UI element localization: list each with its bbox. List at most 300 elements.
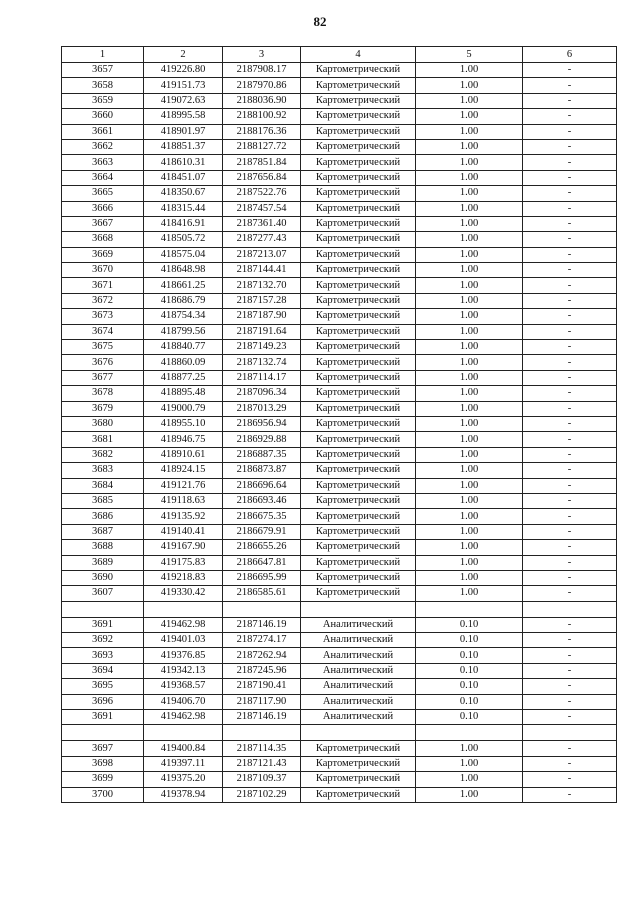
coord-y-cell: 2187908.17 (223, 63, 301, 78)
header-row (62, 47, 617, 63)
table-row (62, 570, 617, 585)
header-col-1: 1 (62, 47, 144, 63)
coord-y-cell: 2186647.81 (223, 555, 301, 570)
table-row (62, 155, 617, 170)
accuracy-cell: 1.00 (416, 232, 523, 247)
coord-x-cell: 418686.79 (144, 293, 223, 308)
table-row (62, 293, 617, 308)
coord-x-cell: 418315.44 (144, 201, 223, 216)
coord-x-cell: 419175.83 (144, 555, 223, 570)
coord-y-cell: 2187361.40 (223, 216, 301, 231)
coord-y-cell: 2187149.23 (223, 340, 301, 355)
note-cell: - (523, 93, 617, 108)
method-cell: Картометрический (301, 139, 416, 154)
note-cell: - (523, 679, 617, 694)
note-cell: - (523, 78, 617, 93)
note-cell: - (523, 232, 617, 247)
note-cell: - (523, 509, 617, 524)
method-cell: Картометрический (301, 478, 416, 493)
coord-x-cell: 419342.13 (144, 663, 223, 678)
coord-x-cell: 418877.25 (144, 370, 223, 385)
table-row (62, 109, 617, 124)
note-cell: - (523, 617, 617, 632)
coord-x-cell: 419462.98 (144, 617, 223, 632)
coord-x-cell: 419135.92 (144, 509, 223, 524)
accuracy-cell: 1.00 (416, 787, 523, 802)
coord-x-cell: 418910.61 (144, 447, 223, 462)
note-cell: - (523, 201, 617, 216)
method-cell: Картометрический (301, 370, 416, 385)
coord-y-cell: 2186695.99 (223, 570, 301, 585)
method-cell: Аналитический (301, 694, 416, 709)
point-number-cell: 3696 (62, 694, 144, 709)
note-cell: - (523, 463, 617, 478)
method-cell: Картометрический (301, 509, 416, 524)
accuracy-cell: 1.00 (416, 524, 523, 539)
table-row (62, 710, 617, 725)
coord-y-cell: 2187191.64 (223, 324, 301, 339)
table-row (62, 447, 617, 462)
note-cell: - (523, 309, 617, 324)
accuracy-cell: 1.00 (416, 170, 523, 185)
method-cell: Картометрический (301, 416, 416, 431)
accuracy-cell: 1.00 (416, 263, 523, 278)
note-cell: - (523, 370, 617, 385)
method-cell: Картометрический (301, 155, 416, 170)
note-cell: - (523, 772, 617, 787)
header-col-2: 2 (144, 47, 223, 63)
table-row (62, 63, 617, 78)
method-cell: Картометрический (301, 201, 416, 216)
note-cell: - (523, 570, 617, 585)
table-row (62, 555, 617, 570)
point-number-cell: 3695 (62, 679, 144, 694)
coord-y-cell: 2187132.70 (223, 278, 301, 293)
table-row (62, 401, 617, 416)
point-number-cell: 3692 (62, 633, 144, 648)
table-row (62, 586, 617, 601)
accuracy-cell: 1.00 (416, 93, 523, 108)
method-cell: Аналитический (301, 648, 416, 663)
table-row (62, 340, 617, 355)
page-number: 82 (313, 14, 327, 29)
table-row (62, 186, 617, 201)
accuracy-cell: 1.00 (416, 247, 523, 262)
coord-y-cell: 2186873.87 (223, 463, 301, 478)
method-cell: Картометрический (301, 216, 416, 231)
point-number-cell: 3661 (62, 124, 144, 139)
empty-cell (301, 725, 416, 741)
coord-y-cell: 2187096.34 (223, 386, 301, 401)
table-row (62, 540, 617, 555)
note-cell: - (523, 663, 617, 678)
accuracy-cell: 1.00 (416, 293, 523, 308)
coord-x-cell: 419400.84 (144, 741, 223, 756)
coord-y-cell: 2187187.90 (223, 309, 301, 324)
accuracy-cell: 1.00 (416, 756, 523, 771)
coord-y-cell: 2187146.19 (223, 710, 301, 725)
point-number-cell: 3678 (62, 386, 144, 401)
point-number-cell: 3659 (62, 93, 144, 108)
coord-y-cell: 2187144.41 (223, 263, 301, 278)
coord-y-cell: 2187109.37 (223, 772, 301, 787)
coord-x-cell: 418895.48 (144, 386, 223, 401)
method-cell: Аналитический (301, 710, 416, 725)
note-cell: - (523, 401, 617, 416)
table-row (62, 694, 617, 709)
empty-cell (301, 601, 416, 617)
coord-y-cell: 2187213.07 (223, 247, 301, 262)
method-cell: Картометрический (301, 63, 416, 78)
table-row (62, 324, 617, 339)
coord-y-cell: 2187274.17 (223, 633, 301, 648)
accuracy-cell: 1.00 (416, 463, 523, 478)
method-cell: Аналитический (301, 617, 416, 632)
accuracy-cell: 0.10 (416, 648, 523, 663)
point-number-cell: 3667 (62, 216, 144, 231)
table-row (62, 772, 617, 787)
header-col-4: 4 (301, 47, 416, 63)
method-cell: Картометрический (301, 293, 416, 308)
accuracy-cell: 0.10 (416, 663, 523, 678)
coord-x-cell: 418955.10 (144, 416, 223, 431)
coord-x-cell: 418924.15 (144, 463, 223, 478)
note-cell: - (523, 186, 617, 201)
note-cell: - (523, 216, 617, 231)
note-cell: - (523, 493, 617, 508)
method-cell: Картометрический (301, 278, 416, 293)
method-cell: Картометрический (301, 93, 416, 108)
table-row (62, 633, 617, 648)
empty-cell (523, 725, 617, 741)
coord-y-cell: 2187851.84 (223, 155, 301, 170)
coord-x-cell: 418901.97 (144, 124, 223, 139)
note-cell: - (523, 648, 617, 663)
table-row (62, 756, 617, 771)
table-row (62, 139, 617, 154)
point-number-cell: 3663 (62, 155, 144, 170)
point-number-cell: 3700 (62, 787, 144, 802)
accuracy-cell: 1.00 (416, 139, 523, 154)
method-cell: Картометрический (301, 741, 416, 756)
method-cell: Аналитический (301, 679, 416, 694)
note-cell: - (523, 586, 617, 601)
coord-y-cell: 2186696.64 (223, 478, 301, 493)
accuracy-cell: 1.00 (416, 401, 523, 416)
coord-x-cell: 419368.57 (144, 679, 223, 694)
coord-y-cell: 2187190.41 (223, 679, 301, 694)
accuracy-cell: 0.10 (416, 694, 523, 709)
coord-x-cell: 418505.72 (144, 232, 223, 247)
coord-x-cell: 419140.41 (144, 524, 223, 539)
accuracy-cell: 1.00 (416, 216, 523, 231)
coord-y-cell: 2186693.46 (223, 493, 301, 508)
method-cell: Картометрический (301, 124, 416, 139)
note-cell: - (523, 247, 617, 262)
method-cell: Картометрический (301, 109, 416, 124)
method-cell: Картометрический (301, 386, 416, 401)
accuracy-cell: 1.00 (416, 432, 523, 447)
empty-cell (62, 725, 144, 741)
accuracy-cell: 1.00 (416, 278, 523, 293)
table-row (62, 386, 617, 401)
note-cell: - (523, 263, 617, 278)
note-cell: - (523, 787, 617, 802)
accuracy-cell: 1.00 (416, 540, 523, 555)
coord-y-cell: 2187121.43 (223, 756, 301, 771)
accuracy-cell: 1.00 (416, 124, 523, 139)
table-row (62, 463, 617, 478)
point-number-cell: 3685 (62, 493, 144, 508)
coord-y-cell: 2188176.36 (223, 124, 301, 139)
method-cell: Картометрический (301, 493, 416, 508)
note-cell: - (523, 63, 617, 78)
accuracy-cell: 1.00 (416, 741, 523, 756)
accuracy-cell: 0.10 (416, 710, 523, 725)
point-number-cell: 3664 (62, 170, 144, 185)
empty-cell (523, 601, 617, 617)
coord-y-cell: 2187114.35 (223, 741, 301, 756)
point-number-cell: 3680 (62, 416, 144, 431)
coord-y-cell: 2187117.90 (223, 694, 301, 709)
note-cell: - (523, 109, 617, 124)
point-number-cell: 3672 (62, 293, 144, 308)
table-row (62, 679, 617, 694)
table-row (62, 509, 617, 524)
point-number-cell: 3657 (62, 63, 144, 78)
point-number-cell: 3669 (62, 247, 144, 262)
coord-x-cell: 419151.73 (144, 78, 223, 93)
coord-x-cell: 418610.31 (144, 155, 223, 170)
method-cell: Картометрический (301, 186, 416, 201)
note-cell: - (523, 710, 617, 725)
point-number-cell: 3607 (62, 586, 144, 601)
coord-y-cell: 2186956.94 (223, 416, 301, 431)
coord-x-cell: 418851.37 (144, 139, 223, 154)
point-number-cell: 3684 (62, 478, 144, 493)
table-row (62, 663, 617, 678)
point-number-cell: 3682 (62, 447, 144, 462)
point-number-cell: 3681 (62, 432, 144, 447)
coord-y-cell: 2187146.19 (223, 617, 301, 632)
point-number-cell: 3670 (62, 263, 144, 278)
method-cell: Аналитический (301, 663, 416, 678)
coord-x-cell: 419401.03 (144, 633, 223, 648)
point-number-cell: 3683 (62, 463, 144, 478)
method-cell: Картометрический (301, 463, 416, 478)
empty-cell (416, 601, 523, 617)
coord-x-cell: 418575.04 (144, 247, 223, 262)
note-cell: - (523, 756, 617, 771)
method-cell: Картометрический (301, 570, 416, 585)
accuracy-cell: 0.10 (416, 633, 523, 648)
note-cell: - (523, 432, 617, 447)
accuracy-cell: 1.00 (416, 355, 523, 370)
method-cell: Картометрический (301, 586, 416, 601)
point-number-cell: 3662 (62, 139, 144, 154)
note-cell: - (523, 355, 617, 370)
coord-x-cell: 419375.20 (144, 772, 223, 787)
coord-x-cell: 419226.80 (144, 63, 223, 78)
method-cell: Картометрический (301, 540, 416, 555)
note-cell: - (523, 741, 617, 756)
header-col-5: 5 (416, 47, 523, 63)
coord-y-cell: 2187970.86 (223, 78, 301, 93)
method-cell: Картометрический (301, 232, 416, 247)
point-number-cell: 3668 (62, 232, 144, 247)
table-row (62, 432, 617, 447)
note-cell: - (523, 386, 617, 401)
point-number-cell: 3689 (62, 555, 144, 570)
header-col-3: 3 (223, 47, 301, 63)
note-cell: - (523, 524, 617, 539)
coord-x-cell: 419218.83 (144, 570, 223, 585)
accuracy-cell: 1.00 (416, 555, 523, 570)
note-cell: - (523, 555, 617, 570)
point-number-cell: 3694 (62, 663, 144, 678)
table-row (62, 309, 617, 324)
note-cell: - (523, 416, 617, 431)
accuracy-cell: 0.10 (416, 679, 523, 694)
method-cell: Картометрический (301, 447, 416, 462)
accuracy-cell: 1.00 (416, 447, 523, 462)
coord-x-cell: 418946.75 (144, 432, 223, 447)
accuracy-cell: 1.00 (416, 370, 523, 385)
point-number-cell: 3687 (62, 524, 144, 539)
group-separator-row (62, 725, 617, 741)
accuracy-cell: 1.00 (416, 386, 523, 401)
coord-y-cell: 2187277.43 (223, 232, 301, 247)
coord-y-cell: 2188100.92 (223, 109, 301, 124)
table-row (62, 78, 617, 93)
empty-cell (416, 725, 523, 741)
point-number-cell: 3679 (62, 401, 144, 416)
table-row (62, 232, 617, 247)
table-body (62, 63, 617, 803)
note-cell: - (523, 694, 617, 709)
method-cell: Картометрический (301, 524, 416, 539)
coord-x-cell: 419462.98 (144, 710, 223, 725)
coord-x-cell: 419000.79 (144, 401, 223, 416)
point-number-cell: 3699 (62, 772, 144, 787)
coord-y-cell: 2187132.74 (223, 355, 301, 370)
empty-cell (223, 601, 301, 617)
coord-x-cell: 418860.09 (144, 355, 223, 370)
method-cell: Картометрический (301, 309, 416, 324)
method-cell: Картометрический (301, 772, 416, 787)
table-row (62, 355, 617, 370)
coord-x-cell: 418648.98 (144, 263, 223, 278)
empty-cell (144, 601, 223, 617)
table-row (62, 247, 617, 262)
table-row (62, 124, 617, 139)
coord-x-cell: 419072.63 (144, 93, 223, 108)
note-cell: - (523, 139, 617, 154)
coord-x-cell: 419397.11 (144, 756, 223, 771)
table-row (62, 370, 617, 385)
method-cell: Картометрический (301, 355, 416, 370)
coord-x-cell: 419118.63 (144, 493, 223, 508)
table-row (62, 741, 617, 756)
coord-y-cell: 2187157.28 (223, 293, 301, 308)
coord-y-cell: 2188127.72 (223, 139, 301, 154)
coord-y-cell: 2186929.88 (223, 432, 301, 447)
coord-y-cell: 2187114.17 (223, 370, 301, 385)
note-cell: - (523, 340, 617, 355)
table-row (62, 416, 617, 431)
coord-x-cell: 419121.76 (144, 478, 223, 493)
coord-y-cell: 2187262.94 (223, 648, 301, 663)
table-row (62, 617, 617, 632)
point-number-cell: 3677 (62, 370, 144, 385)
method-cell: Картометрический (301, 263, 416, 278)
point-number-cell: 3676 (62, 355, 144, 370)
coord-x-cell: 419406.70 (144, 694, 223, 709)
accuracy-cell: 1.00 (416, 772, 523, 787)
table-row (62, 93, 617, 108)
coord-x-cell: 419378.94 (144, 787, 223, 802)
table-row (62, 478, 617, 493)
method-cell: Аналитический (301, 633, 416, 648)
accuracy-cell: 1.00 (416, 186, 523, 201)
point-number-cell: 3660 (62, 109, 144, 124)
table-row (62, 787, 617, 802)
accuracy-cell: 1.00 (416, 78, 523, 93)
coord-x-cell: 418840.77 (144, 340, 223, 355)
accuracy-cell: 1.00 (416, 201, 523, 216)
point-number-cell: 3665 (62, 186, 144, 201)
table-header (62, 47, 617, 63)
point-number-cell: 3697 (62, 741, 144, 756)
accuracy-cell: 1.00 (416, 309, 523, 324)
point-number-cell: 3671 (62, 278, 144, 293)
coord-x-cell: 419167.90 (144, 540, 223, 555)
note-cell: - (523, 540, 617, 555)
table-row (62, 170, 617, 185)
accuracy-cell: 1.00 (416, 478, 523, 493)
coord-x-cell: 418754.34 (144, 309, 223, 324)
accuracy-cell: 1.00 (416, 109, 523, 124)
accuracy-cell: 1.00 (416, 416, 523, 431)
point-number-cell: 3688 (62, 540, 144, 555)
coord-y-cell: 2187522.76 (223, 186, 301, 201)
accuracy-cell: 0.10 (416, 617, 523, 632)
coord-x-cell: 418350.67 (144, 186, 223, 201)
coord-y-cell: 2187656.84 (223, 170, 301, 185)
note-cell: - (523, 293, 617, 308)
note-cell: - (523, 447, 617, 462)
table-row (62, 263, 617, 278)
coord-y-cell: 2186655.26 (223, 540, 301, 555)
note-cell: - (523, 155, 617, 170)
point-number-cell: 3698 (62, 756, 144, 771)
accuracy-cell: 1.00 (416, 155, 523, 170)
coord-y-cell: 2186679.91 (223, 524, 301, 539)
coord-x-cell: 418995.58 (144, 109, 223, 124)
method-cell: Картометрический (301, 340, 416, 355)
accuracy-cell: 1.00 (416, 493, 523, 508)
table-row (62, 201, 617, 216)
accuracy-cell: 1.00 (416, 509, 523, 524)
coord-x-cell: 419376.85 (144, 648, 223, 663)
table-row (62, 648, 617, 663)
coord-x-cell: 418661.25 (144, 278, 223, 293)
method-cell: Картометрический (301, 78, 416, 93)
note-cell: - (523, 324, 617, 339)
coord-x-cell: 419330.42 (144, 586, 223, 601)
method-cell: Картометрический (301, 432, 416, 447)
group-separator-row (62, 601, 617, 617)
